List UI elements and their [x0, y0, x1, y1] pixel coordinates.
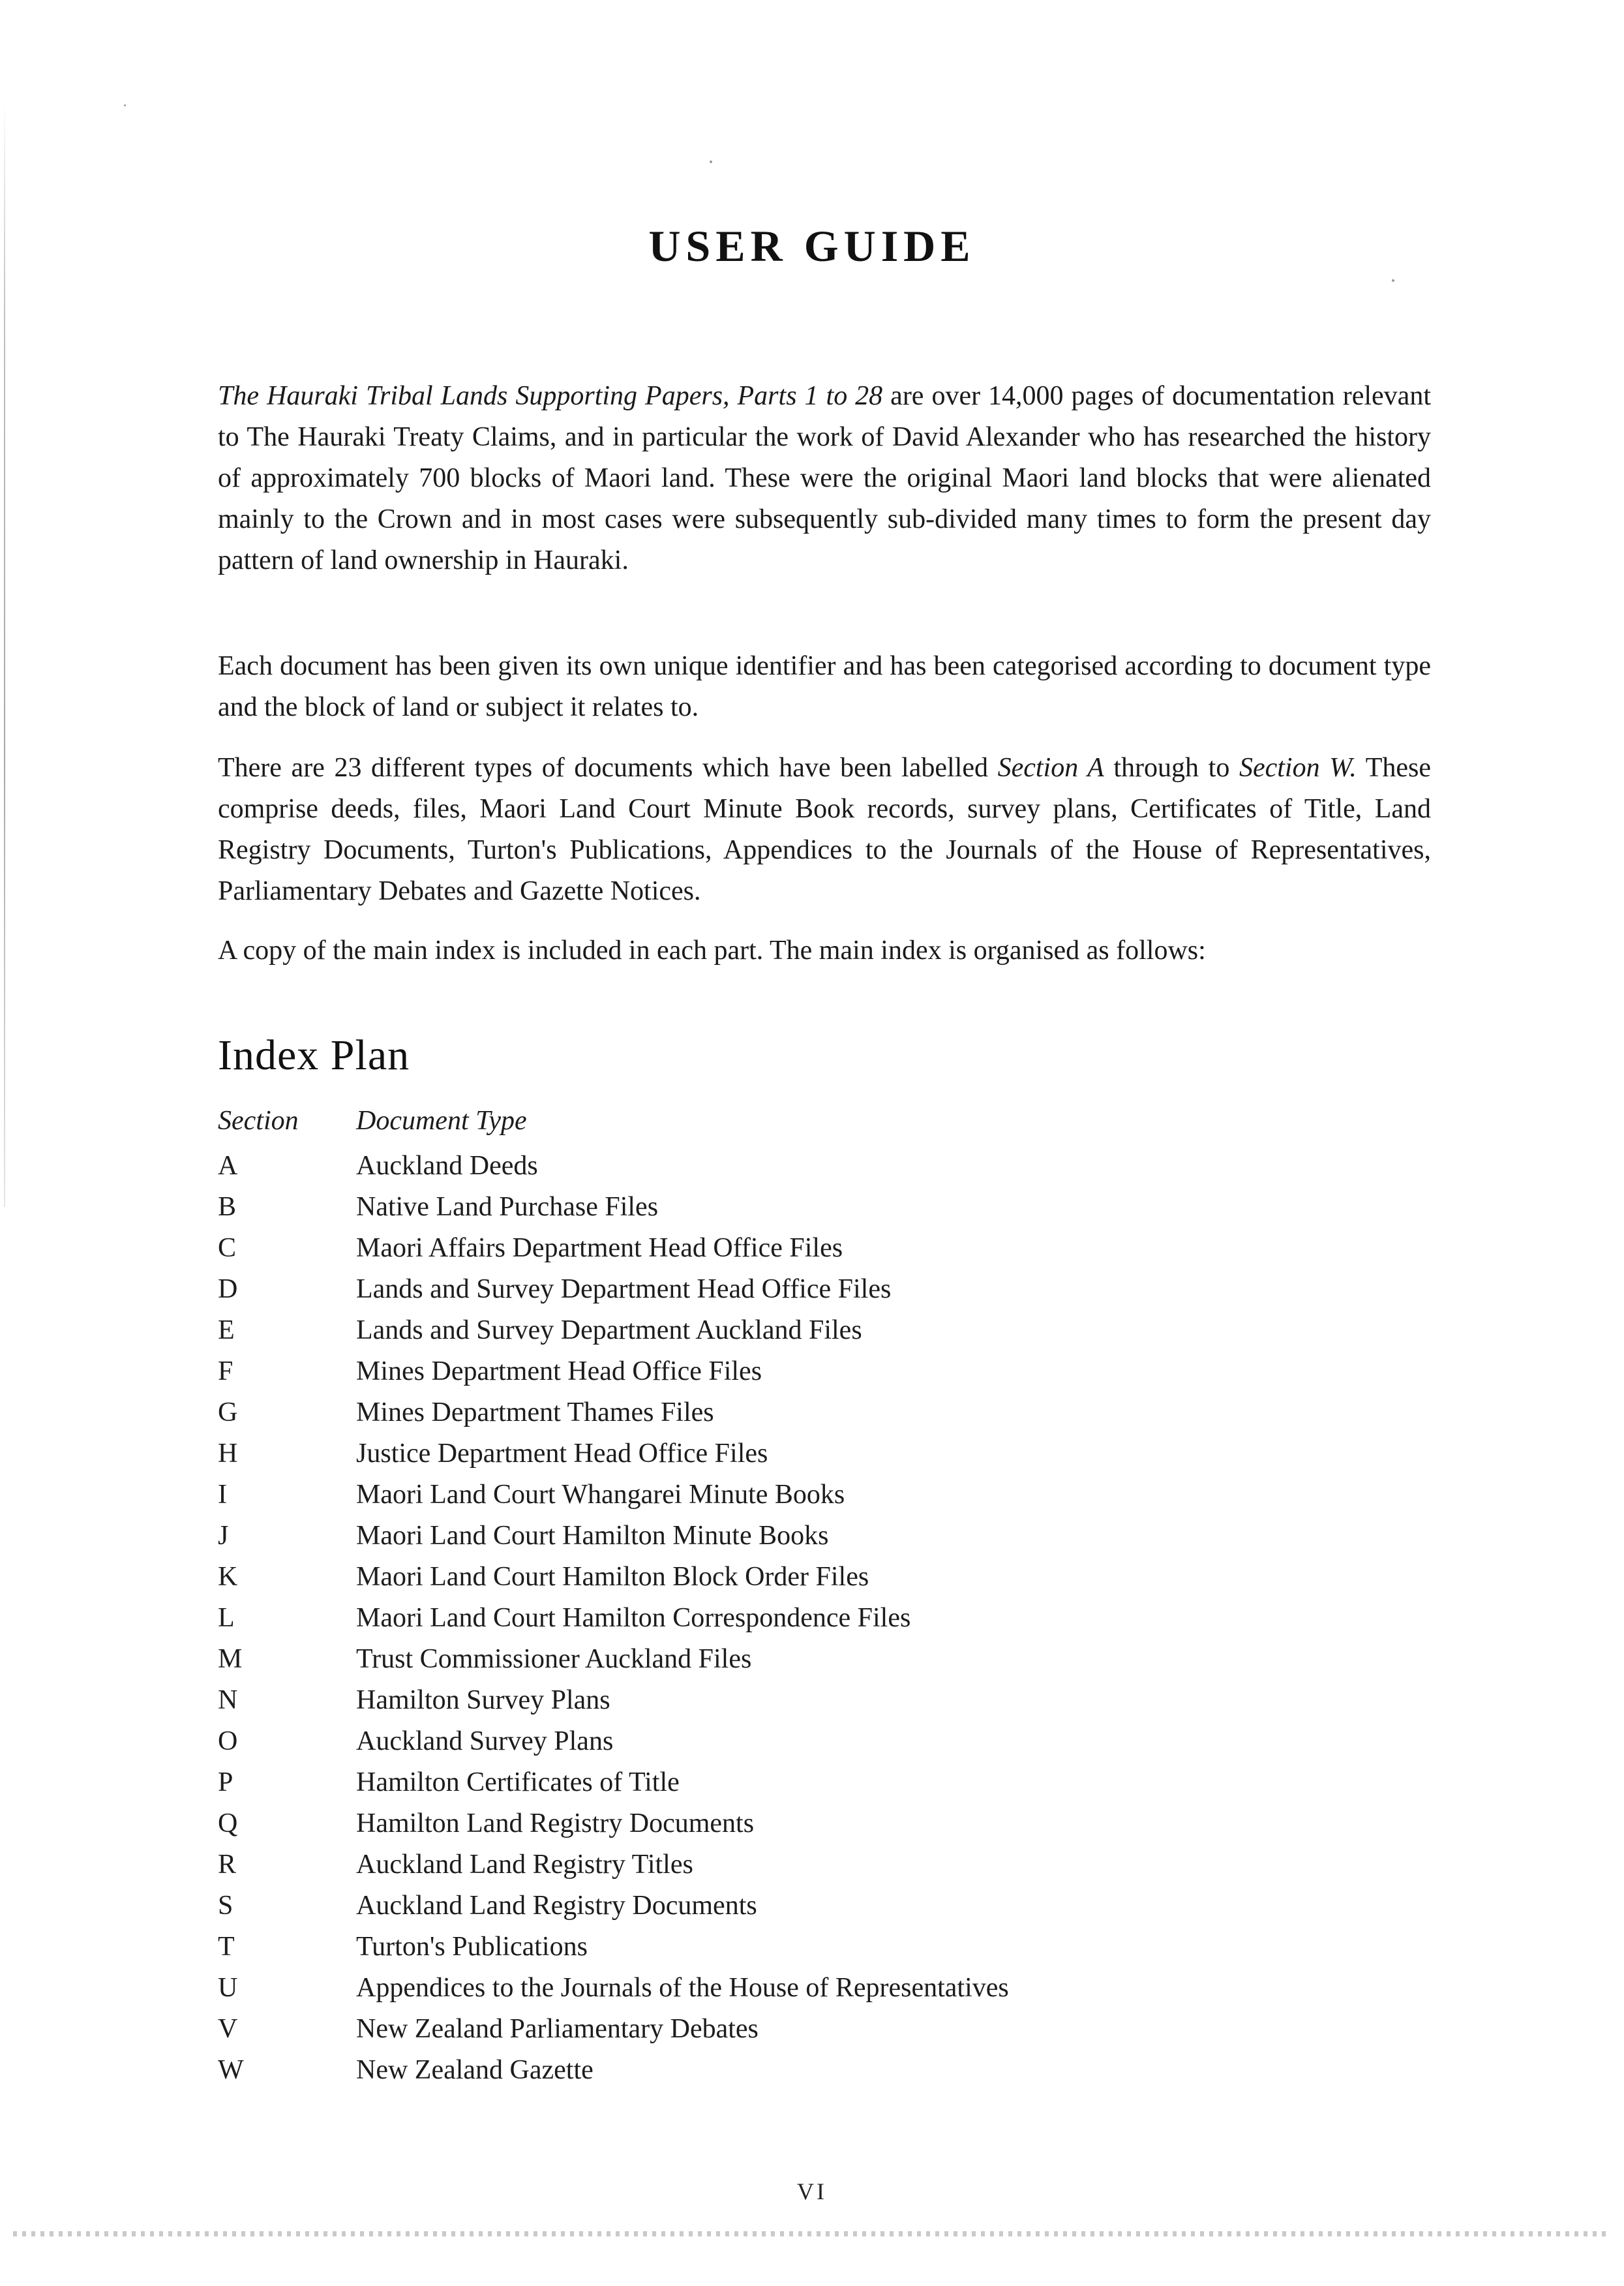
index-row — [218, 1927, 1457, 1968]
index-row-section: H — [218, 1439, 238, 1469]
index-row-section: E — [218, 1315, 235, 1345]
index-row — [218, 1392, 1457, 1433]
page-number: VI — [797, 2178, 827, 2204]
column-header-section: Section — [218, 1106, 299, 1136]
index-row — [218, 1351, 1457, 1392]
index-row-section: O — [218, 1726, 238, 1756]
index-row — [218, 1269, 1457, 1310]
index-row-document-type: Maori Affairs Department Head Office Files — [356, 1233, 843, 1263]
section-w-reference: Section W. — [1239, 753, 1357, 783]
index-row-document-type: Auckland Deeds — [356, 1151, 538, 1181]
scan-bottom-noise — [13, 2231, 1611, 2236]
index-row — [218, 1516, 1457, 1557]
index-row — [218, 1762, 1457, 1803]
index-row — [218, 1598, 1457, 1639]
intro-paragraph-1-text: are over 14,000 pages of documentation relevant to The Hauraki Treaty Claims, and in particular the work of David Alexander who has researched the history of approximately 700 blocks of Maori land. These were the original Maori land blocks that were alienated mainly to the Crown and in most cases were subsequently sub-divided many times to form the present day pattern of land ownership in Hauraki. — [218, 381, 1431, 575]
intro-paragraph-3 — [218, 748, 1431, 912]
index-row — [218, 1310, 1457, 1351]
index-row-document-type: Maori Land Court Hamilton Minute Books — [356, 1521, 829, 1551]
intro-paragraph-1 — [218, 376, 1431, 581]
index-row-section: R — [218, 1850, 237, 1880]
index-row-document-type: Native Land Purchase Files — [356, 1192, 659, 1222]
index-row-section: G — [218, 1397, 238, 1427]
intro-paragraph-3-text-a: There are 23 different types of documents which have been labelled — [218, 753, 998, 783]
index-row-section: S — [218, 1891, 233, 1921]
index-row-section: I — [218, 1480, 227, 1510]
index-row-section: B — [218, 1192, 237, 1222]
index-row-document-type: Appendices to the Journals of the House of Representatives — [356, 1973, 1009, 2003]
index-row — [218, 1680, 1457, 1721]
intro-paragraph-4 — [218, 930, 1431, 971]
index-row — [218, 1721, 1457, 1762]
index-row-section: N — [218, 1685, 238, 1715]
index-row-document-type: Maori Land Court Hamilton Correspondence Files — [356, 1603, 911, 1633]
index-row-section: V — [218, 2014, 238, 2044]
index-row-document-type: Hamilton Certificates of Title — [356, 1767, 680, 1797]
index-table-body — [218, 1146, 1457, 2091]
publication-title: The Hauraki Tribal Lands Supporting Papers, Parts 1 to 28 — [218, 381, 883, 411]
index-row-document-type: Auckland Land Registry Titles — [356, 1850, 693, 1880]
index-row-document-type: Justice Department Head Office Files — [356, 1439, 768, 1469]
index-row-section: Q — [218, 1808, 238, 1838]
index-row-document-type: Mines Department Head Office Files — [356, 1356, 762, 1386]
index-row-section: T — [218, 1932, 235, 1962]
intro-paragraph-2-text: Each document has been given its own unique identifier and has been categorised according to document type and the block of land or subject it relates to. — [218, 651, 1431, 722]
index-row-section: D — [218, 1274, 238, 1304]
index-row-section: P — [218, 1767, 233, 1797]
index-row — [218, 1557, 1457, 1598]
index-row-document-type: Mines Department Thames Files — [356, 1397, 714, 1427]
index-row-section: M — [218, 1644, 243, 1674]
index-row-document-type: Turton's Publications — [356, 1932, 588, 1962]
section-a-reference: Section A — [997, 753, 1104, 783]
index-row — [218, 2050, 1457, 2091]
index-row-document-type: Hamilton Land Registry Documents — [356, 1808, 755, 1838]
index-row-document-type: Maori Land Court Whangarei Minute Books — [356, 1480, 845, 1510]
intro-paragraph-4-text: A copy of the main index is included in each part. The main index is organised as follows: — [218, 936, 1206, 966]
scan-speck — [1392, 279, 1394, 282]
intro-paragraph-3-text-b: through to — [1104, 753, 1239, 783]
index-row — [218, 1844, 1457, 1885]
scan-speck — [710, 160, 712, 163]
scan-speck — [124, 104, 126, 106]
intro-paragraph-3-text-c: These comprise deeds, files, Maori Land Court Minute Book records, survey plans, Certificates of Title, Land Registry Documents, Turton's Publications, Appendices to the Journals of the House of Representatives, Parliamentary Debates and Gazette Notices. — [218, 753, 1431, 906]
index-row — [218, 2009, 1457, 2050]
index-row — [218, 1474, 1457, 1516]
intro-paragraph-2 — [218, 646, 1431, 728]
index-row-section: C — [218, 1233, 237, 1263]
index-row-document-type: Lands and Survey Department Auckland Files — [356, 1315, 862, 1345]
column-header-document-type: Document Type — [356, 1106, 527, 1136]
index-row — [218, 1968, 1457, 2009]
index-row-document-type: Lands and Survey Department Head Office Files — [356, 1274, 892, 1304]
index-row-document-type: New Zealand Gazette — [356, 2055, 594, 2085]
index-table-header — [218, 1101, 1457, 1140]
index-row-section: U — [218, 1973, 238, 2003]
index-row-document-type: Auckland Land Registry Documents — [356, 1891, 757, 1921]
index-row — [218, 1433, 1457, 1474]
page-title: USER GUIDE — [648, 221, 976, 271]
index-row-section: K — [218, 1562, 238, 1592]
index-row-section: W — [218, 2055, 244, 2085]
index-row-section: F — [218, 1356, 233, 1386]
index-row-section: A — [218, 1151, 238, 1181]
index-row — [218, 1228, 1457, 1269]
index-row-section: L — [218, 1603, 235, 1633]
index-plan-heading: Index Plan — [218, 1031, 410, 1079]
index-row-document-type: Hamilton Survey Plans — [356, 1685, 610, 1715]
index-row — [218, 1187, 1457, 1228]
index-row-document-type: Trust Commissioner Auckland Files — [356, 1644, 752, 1674]
index-row — [218, 1885, 1457, 1927]
index-row-document-type: New Zealand Parliamentary Debates — [356, 2014, 759, 2044]
index-row — [218, 1803, 1457, 1844]
index-row — [218, 1639, 1457, 1680]
index-row — [218, 1146, 1457, 1187]
index-row-document-type: Maori Land Court Hamilton Block Order Files — [356, 1562, 869, 1592]
index-plan-table — [218, 1101, 1457, 2091]
index-row-section: J — [218, 1521, 229, 1551]
index-row-document-type: Auckland Survey Plans — [356, 1726, 614, 1756]
